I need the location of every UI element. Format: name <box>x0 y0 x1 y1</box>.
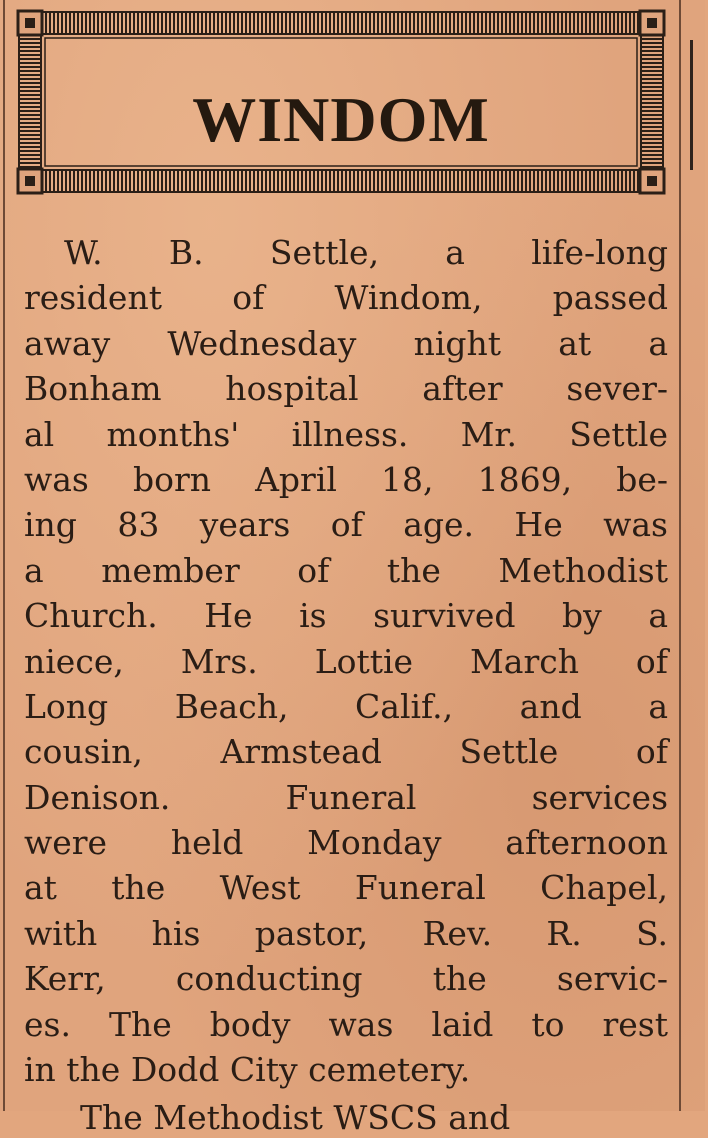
obituary-body <box>24 230 668 1092</box>
article-line: Denison. Funeral services <box>24 777 668 817</box>
article-line: ing 83 years of age. He was <box>24 505 668 545</box>
article-line: Kerr, conducting the servic- <box>24 959 668 999</box>
article-line: cousin, Armstead Settle of <box>24 732 668 772</box>
article-line: a member of the Methodist <box>24 550 668 590</box>
section-header-box <box>17 10 665 194</box>
next-paragraph-cutoff: The Methodist WSCS and <box>80 1098 511 1137</box>
column-rule-left <box>3 0 5 1111</box>
article-line: Long Beach, Calif., and a <box>24 686 668 726</box>
adjacent-column-edge <box>690 40 708 170</box>
article-line: were held Monday afternoon <box>24 823 668 863</box>
article-line: away Wednesday night at a <box>24 323 668 363</box>
article-line: in the Dodd City cemetery. <box>24 1050 471 1090</box>
article-line: resident of Windom, passed <box>24 278 668 318</box>
section-title: WINDOM <box>192 84 490 155</box>
article-line: W. B. Settle, a life-long <box>64 233 668 272</box>
column-rule-right <box>679 0 681 1111</box>
article-line: at the West Funeral Chapel, <box>24 868 668 908</box>
article-line: al months' illness. Mr. Settle <box>24 414 668 454</box>
article-line: Bonham hospital after sever- <box>24 369 668 409</box>
article-line: with his pastor, Rev. R. S. <box>24 913 668 953</box>
article-line: was born April 18, 1869, be- <box>24 459 668 499</box>
article-line: Church. He is survived by a <box>24 596 668 636</box>
article-line: niece, Mrs. Lottie March of <box>24 641 668 681</box>
article-line: es. The body was laid to rest <box>24 1004 668 1044</box>
